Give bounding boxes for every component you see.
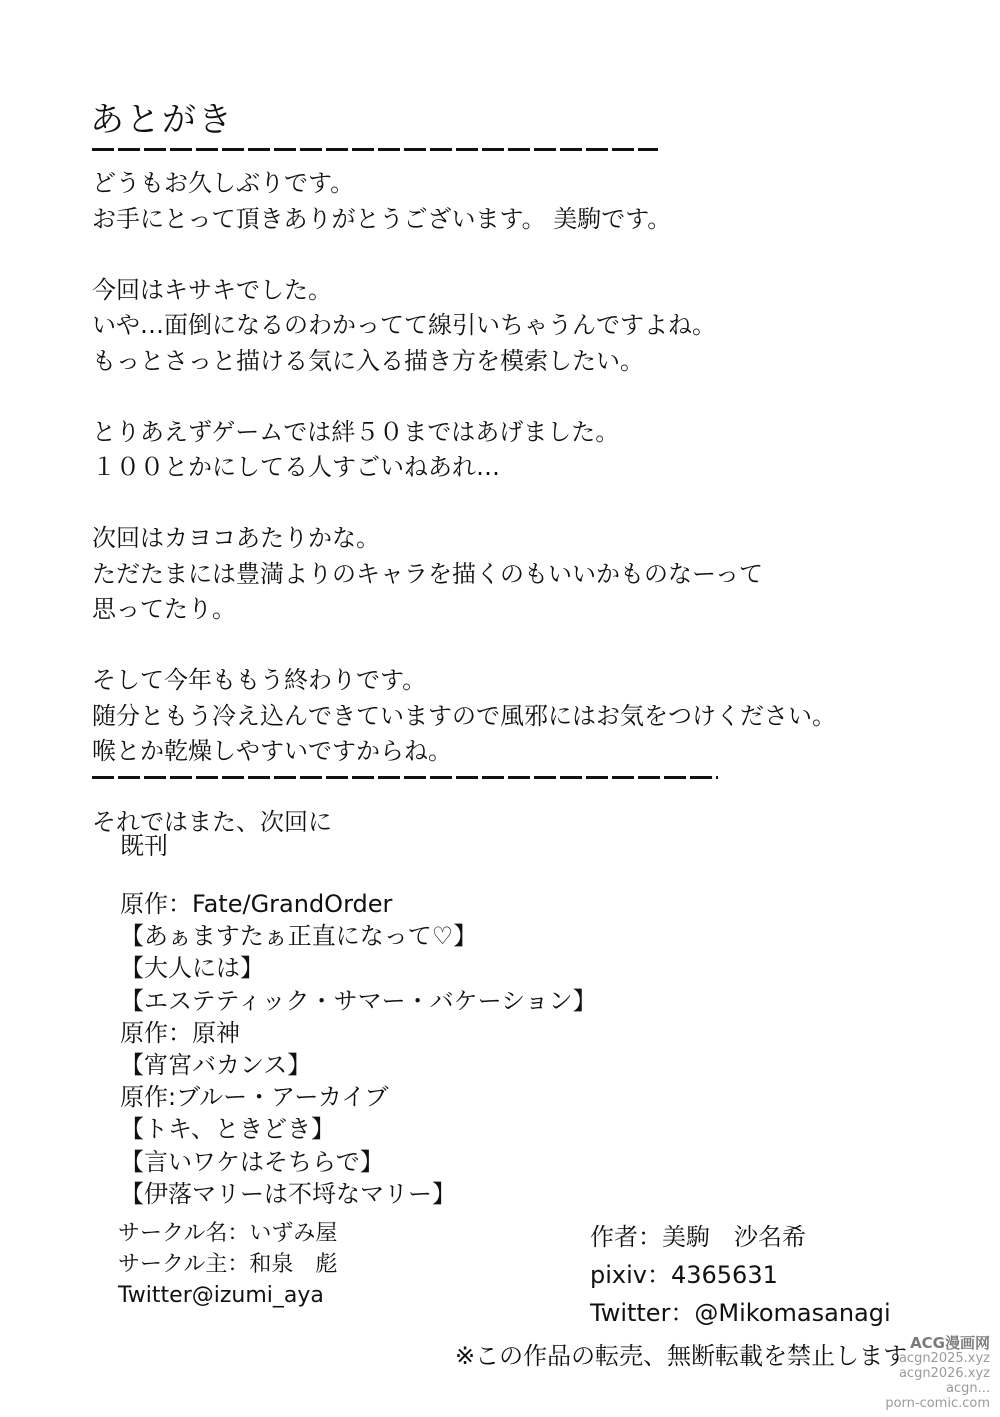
author-twitter: Twitter：@Mikomasanagi [590,1299,891,1327]
paragraph-character [92,273,912,380]
text-line: ただたまには豊満よりのキャラを描くのもいいかものなーって [92,559,764,588]
text-line: とりあえずゲームでは絆５０まではあげました。 [92,417,620,446]
text-line: それではまた、次回に [92,808,332,836]
back-issue-line: 【伊落マリーは不埒なマリー】 [120,1179,456,1208]
text-line: お手にとって頂きありがとうございます。 美駒です。 [92,204,672,233]
paragraph-closing [92,805,912,841]
watermark-line: acgn2026.xyz [898,1366,990,1381]
text-line: 思ってたり。 [92,595,236,623]
author-info [590,1218,891,1332]
author-name: 作者：美駒 沙名希 [590,1223,806,1251]
back-issue-line: 【言いワケはそちらで】 [120,1147,384,1176]
text-line: １００とかにしてる人すごいねあれ… [92,453,500,481]
back-issue-line: 【大人には】 [120,954,264,983]
text-line: どうもお久しぶりです。 [92,169,355,197]
text-line: 随分ともう冷え込んできていますので風邪にはお気をつけください。 [92,701,836,730]
circle-info [118,1218,337,1311]
back-issue-line: 原作：原神 [120,1018,240,1047]
afterword-body [92,166,912,876]
circle-owner: サークル主：和泉 彪 [118,1252,338,1277]
back-issues-title: 既刊 [120,832,168,860]
afterword-title: あとがき [90,100,234,140]
text-line: 今回はキサキでした。 [92,275,332,304]
resale-notice: ※この作品の転売、無断転載を禁止します [455,1342,908,1370]
author-pixiv: pixiv：4365631 [590,1261,778,1289]
watermark-line: acgn... [945,1381,990,1396]
watermark-line: acgn2025.xyz [898,1351,990,1366]
paragraph-next [92,521,912,628]
top-divider [92,148,658,151]
text-line: 次回はカヨコあたりかな。 [92,524,380,552]
paragraph-game [92,415,912,486]
circle-name: サークル名：いずみ屋 [118,1221,338,1246]
paragraph-greeting [92,166,912,237]
back-issue-line: 【トキ、ときどき】 [120,1115,336,1144]
paragraph-season [92,663,912,770]
back-issue-line: 【エステティック・サマー・バケーション】 [120,986,597,1015]
back-issue-line: 原作：Fate/GrandOrder [120,890,393,918]
text-line: 喉とか乾燥しやすいですからね。 [92,737,452,765]
watermark-line: porn-comic.com [885,1396,990,1411]
back-issue-line: 【あぁますたぁ正直になって♡】 [120,922,478,951]
bottom-divider [92,776,718,779]
back-issues-list [120,888,597,1210]
back-issue-line: 原作:ブルー・アーカイブ [120,1083,389,1112]
text-line: いや…面倒になるのわかってて線引いちゃうんですよね。 [92,311,716,339]
text-line: もっとさっと描ける気に入る描き方を模索したい。 [92,346,644,375]
watermark-logo: ACG漫画网 [910,1334,990,1352]
back-issue-line: 【宵宮バカンス】 [120,1051,312,1080]
site-watermark [860,1336,990,1411]
text-line: そして今年ももう終わりです。 [92,666,427,694]
circle-twitter: Twitter@izumi_aya [118,1283,324,1308]
